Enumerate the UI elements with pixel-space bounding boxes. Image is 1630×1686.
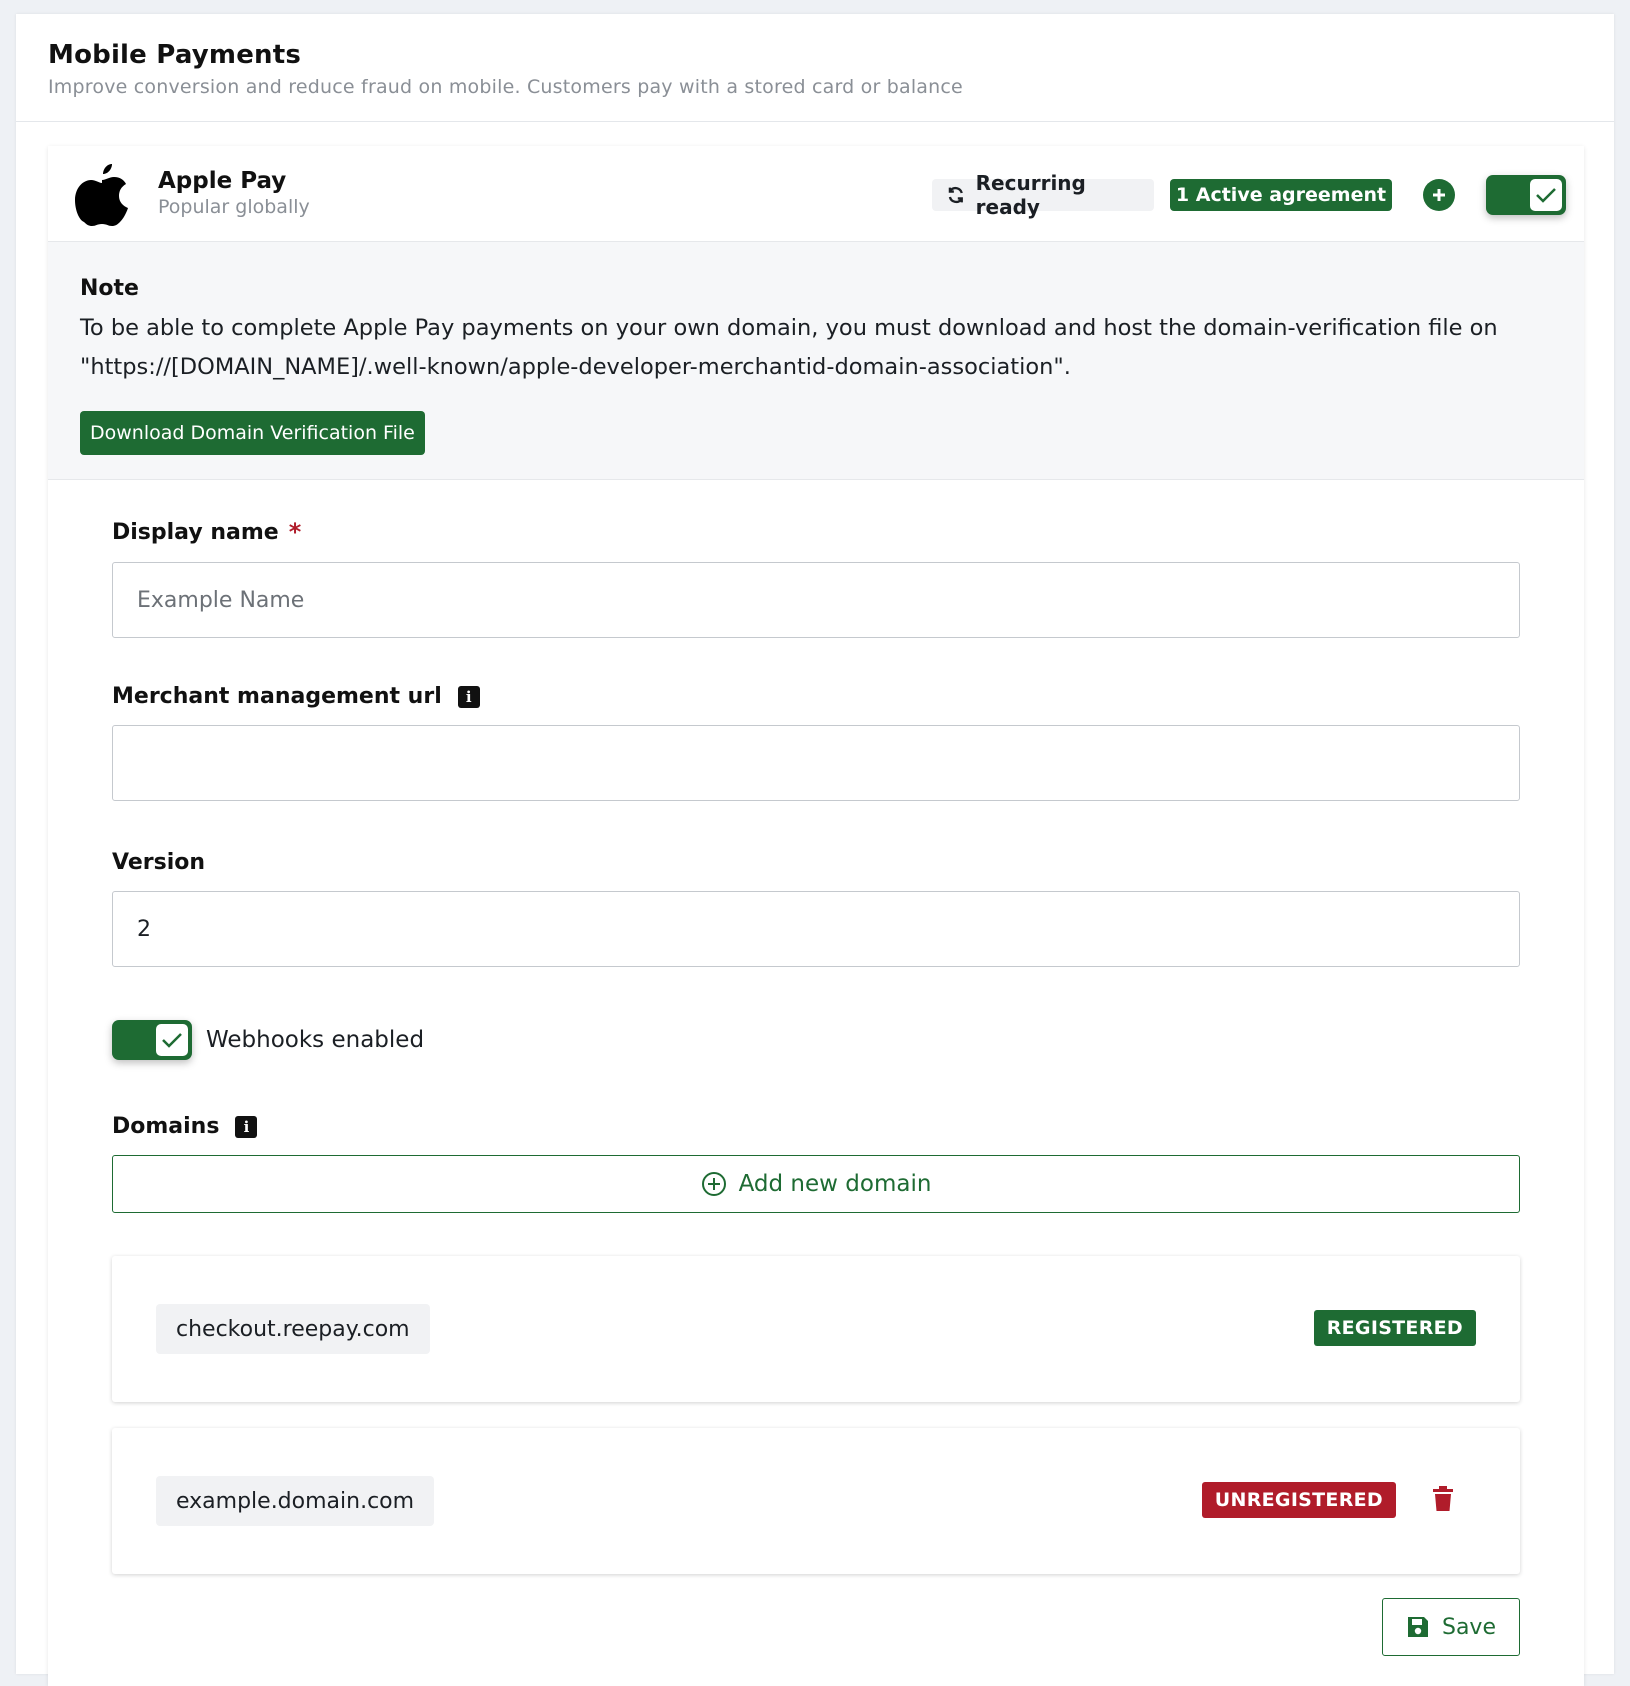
trash-icon[interactable] [1432, 1486, 1454, 1512]
recurring-label: Recurring ready [975, 171, 1086, 219]
display-name-label [112, 518, 1520, 546]
webhooks-label: Webhooks enabled [206, 1027, 425, 1053]
download-verification-file-button[interactable]: Download Domain Verification File [80, 411, 425, 455]
display-name-group [112, 518, 1520, 638]
required-asterisk: * [288, 518, 302, 546]
floppy-disk-icon [1406, 1615, 1430, 1639]
mobile-payments-page [16, 14, 1614, 1674]
plus-icon [1431, 187, 1447, 203]
check-icon [156, 1024, 188, 1056]
note-panel [48, 242, 1584, 480]
domain-name: checkout.reepay.com [156, 1304, 430, 1354]
merchant-url-label-text: Merchant management url [112, 684, 442, 709]
display-name-input[interactable] [112, 562, 1520, 638]
note-text: To be able to complete Apple Pay payments on your own domain, you must download and host the domain-verification file on "https://[DOMAIN_NAME]/.well-known/apple-developer-merchantid-domain-association". [80, 315, 1498, 380]
recurring-badge [932, 171, 1154, 219]
add-agreement-button[interactable] [1423, 179, 1455, 211]
webhooks-group [112, 1020, 424, 1060]
refresh-icon [946, 185, 966, 205]
domain-item [112, 1428, 1520, 1574]
add-new-domain-button[interactable] [112, 1155, 1520, 1213]
merchant-url-group [112, 684, 1520, 801]
add-new-domain-label: Add new domain [738, 1171, 932, 1197]
save-button[interactable] [1382, 1598, 1520, 1656]
domains-label [112, 1114, 1520, 1139]
version-group [112, 850, 1520, 967]
status-badge-registered: REGISTERED [1314, 1310, 1476, 1346]
version-label: Version [112, 850, 206, 875]
merchant-url-input[interactable] [112, 725, 1520, 801]
domain-item [112, 1256, 1520, 1402]
provider-enabled-toggle[interactable] [1486, 175, 1566, 215]
info-icon[interactable]: i [235, 1116, 257, 1138]
merchant-url-label [112, 684, 1520, 709]
apple-icon [74, 160, 130, 228]
page-subtitle: Improve conversion and reduce fraud on mobile. Customers pay with a stored card or balance [48, 76, 963, 98]
provider-subtitle: Popular globally [158, 196, 310, 218]
active-agreement-badge[interactable]: 1 Active agreement [1170, 179, 1392, 211]
check-icon [1530, 179, 1562, 211]
apple-pay-card [48, 146, 1584, 1686]
info-icon[interactable]: i [458, 686, 480, 708]
domain-name: example.domain.com [156, 1476, 434, 1526]
webhooks-toggle[interactable] [112, 1020, 192, 1060]
domains-group [112, 1114, 1520, 1213]
display-name-label-text: Display name [112, 519, 279, 545]
version-input[interactable] [112, 891, 1520, 967]
provider-header [48, 146, 1584, 242]
note-title: Note [80, 276, 139, 301]
save-label: Save [1441, 1614, 1496, 1640]
page-title: Mobile Payments [48, 40, 302, 70]
plus-circle-icon [701, 1171, 727, 1197]
webhooks-row [112, 1020, 424, 1060]
status-badge-unregistered: UNREGISTERED [1202, 1482, 1396, 1518]
provider-name: Apple Pay [158, 168, 287, 194]
page-header [16, 14, 1614, 122]
domains-label-text: Domains [112, 1114, 220, 1139]
